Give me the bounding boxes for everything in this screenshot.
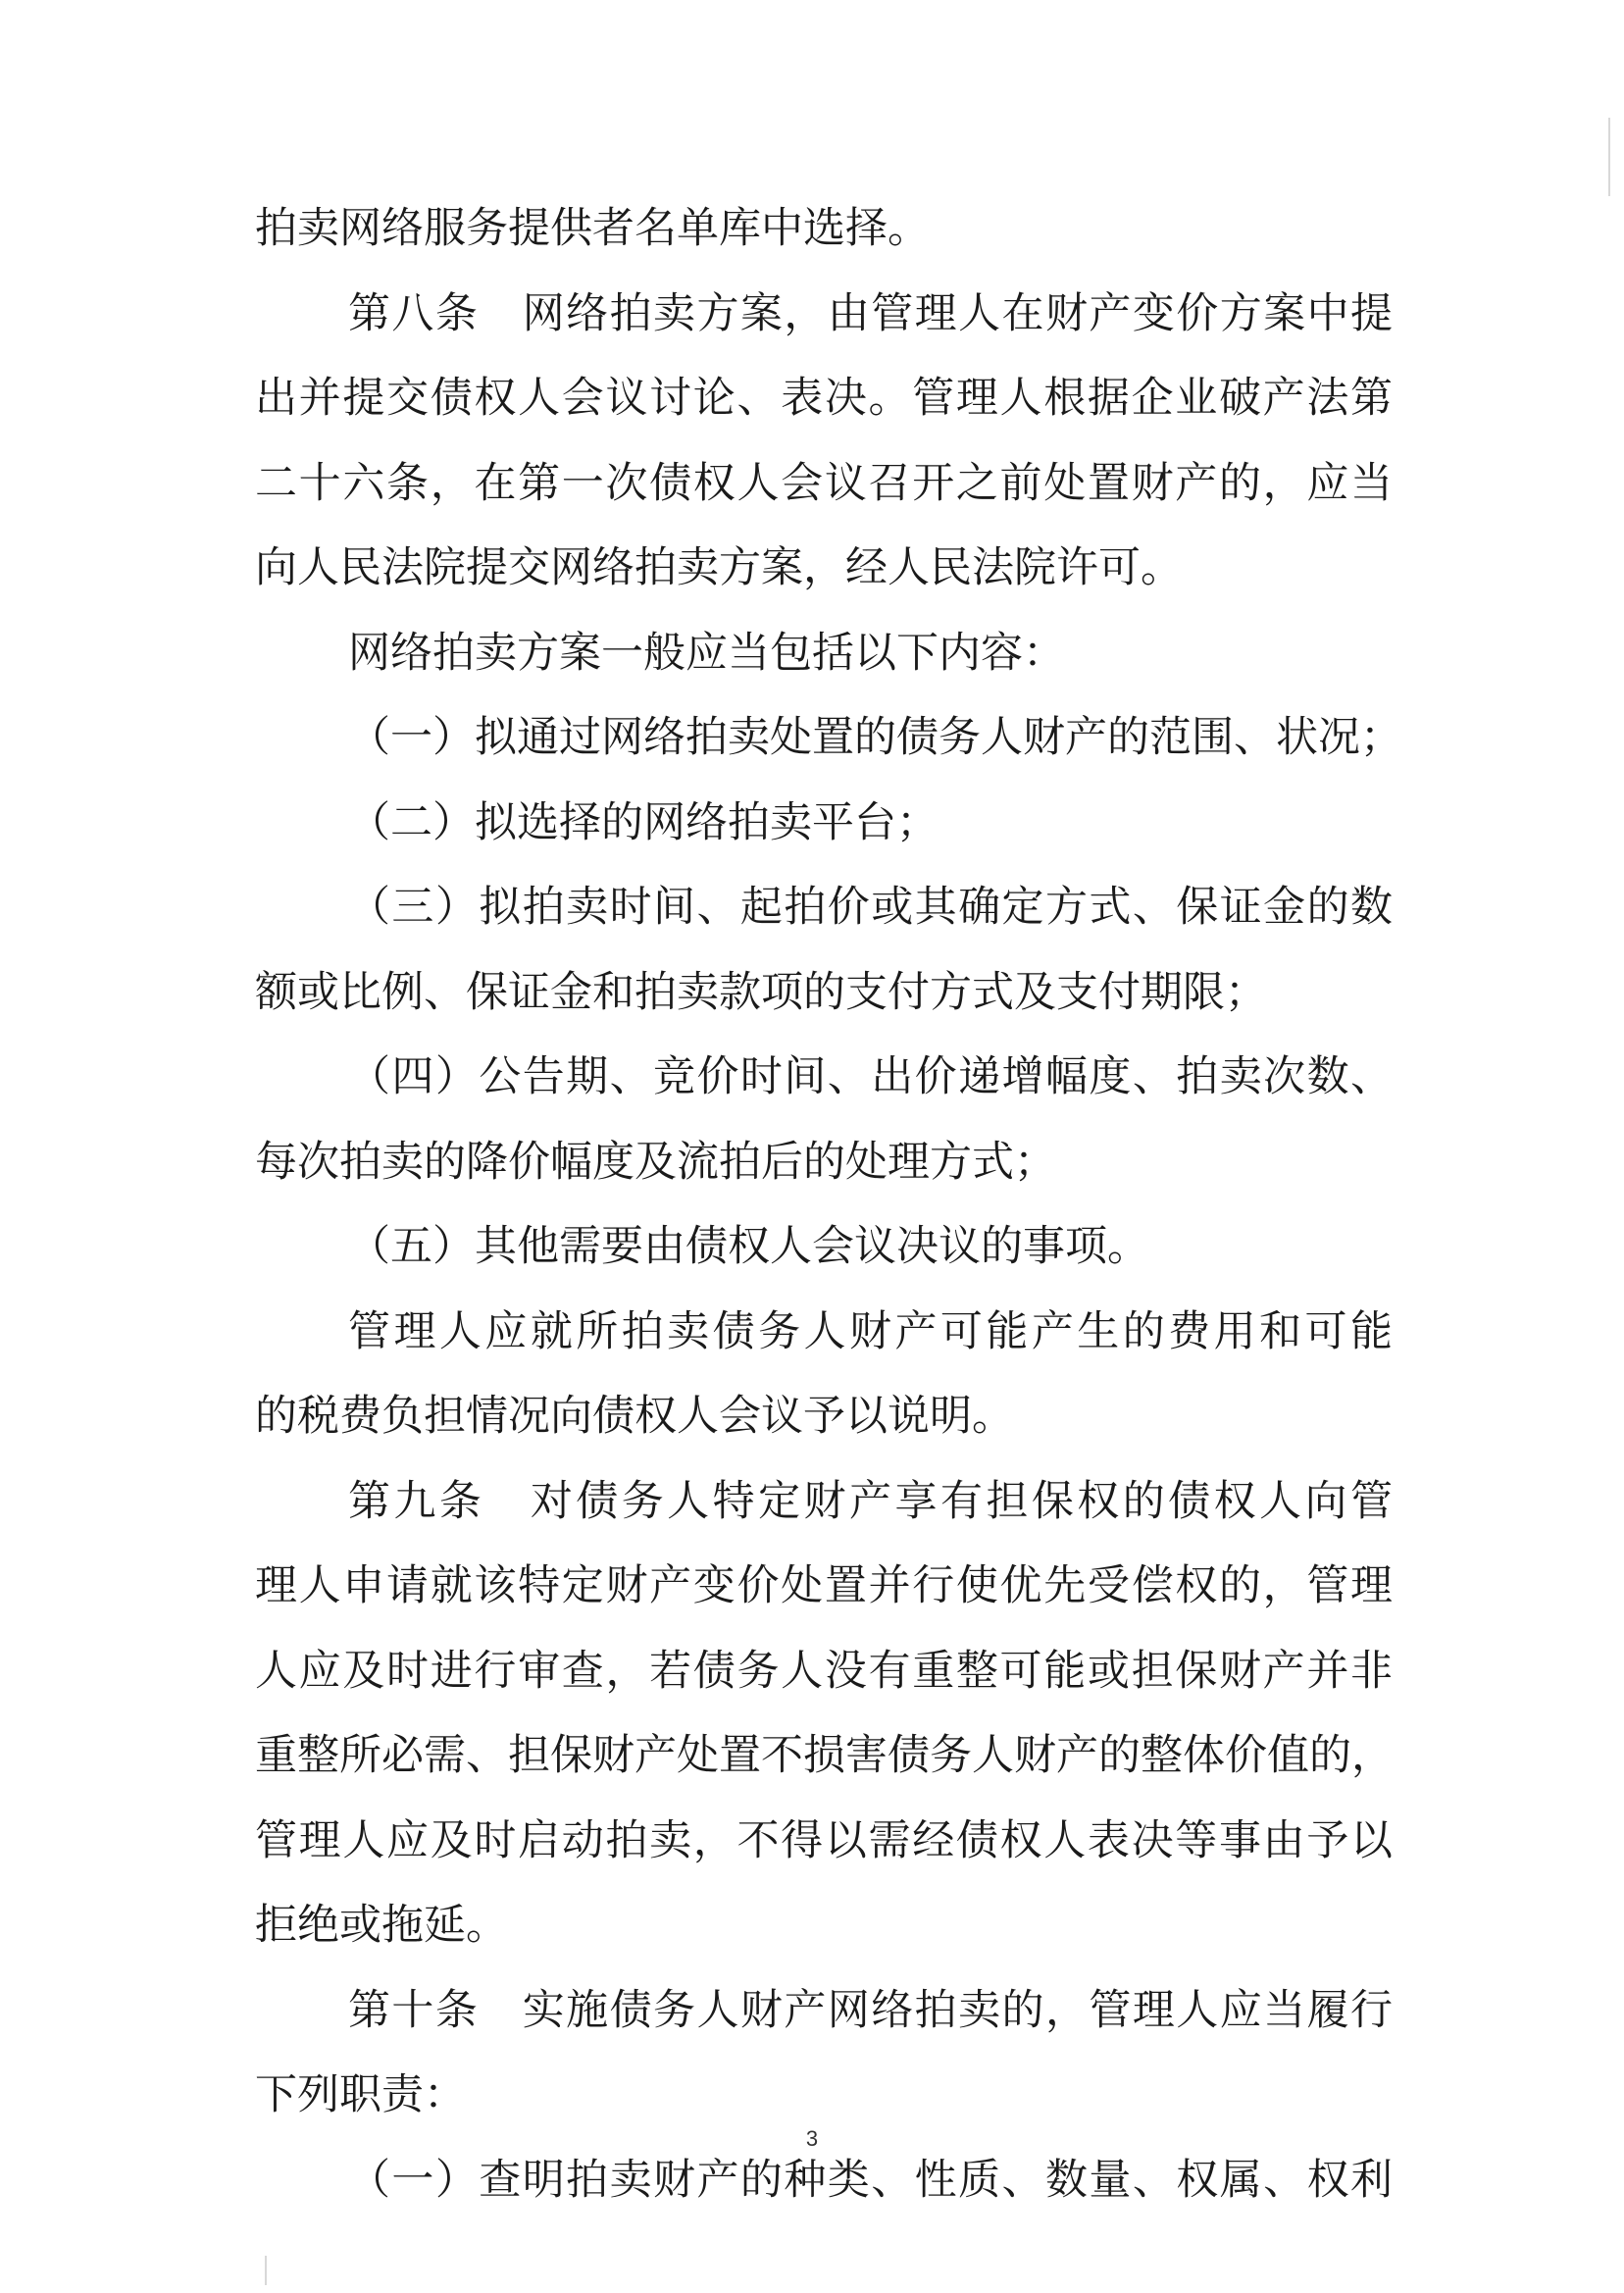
text-line: 第九条 对债务人特定财产享有担保权的债权人向管 — [348, 1476, 1393, 1526]
text-line: 人应及时进行审查，若债务人没有重整可能或担保财产并非 — [255, 1646, 1393, 1696]
text-line: （三）拟拍卖时间、起拍价或其确定方式、保证金的数 — [348, 883, 1393, 932]
text-line: （四）公告期、竞价时间、出价递增幅度、拍卖次数、 — [348, 1052, 1393, 1101]
text-line: （二）拟选择的网络拍卖平台； — [348, 797, 939, 847]
text-line: 管理人应就所拍卖债务人财产可能产生的费用和可能 — [348, 1306, 1393, 1356]
text-line: 的税费负担情况向债权人会议予以说明。 — [255, 1392, 1014, 1441]
text-line: 拒绝或拖延。 — [255, 1901, 508, 1950]
text-line: 每次拍卖的降价幅度及流拍后的处理方式； — [255, 1137, 1056, 1187]
text-line: 网络拍卖方案一般应当包括以下内容： — [348, 628, 1065, 678]
text-line: 第十条 实施债务人财产网络拍卖的，管理人应当履行 — [348, 1985, 1393, 2035]
text-line: 拍卖网络服务提供者名单库中选择。 — [255, 204, 930, 253]
scan-edge-mark — [1608, 118, 1610, 196]
text-line: 额或比例、保证金和拍卖款项的支付方式及支付期限； — [255, 967, 1267, 1017]
scan-edge-mark — [265, 2256, 267, 2285]
text-line: 理人申请就该特定财产变价处置并行使优先受偿权的，管理 — [255, 1561, 1393, 1610]
text-line: （一）查明拍卖财产的种类、性质、数量、权属、权利 — [348, 2155, 1393, 2205]
text-line: 第八条 网络拍卖方案，由管理人在财产变价方案中提 — [348, 288, 1393, 338]
text-line: 向人民法院提交网络拍卖方案，经人民法院许可。 — [255, 543, 1183, 592]
text-line: 二十六条，在第一次债权人会议召开之前处置财产的，应当 — [255, 458, 1393, 508]
text-line: 下列职责： — [255, 2070, 466, 2119]
text-line: （一）拟通过网络拍卖处置的债务人财产的范围、状况； — [348, 713, 1402, 762]
text-line: 重整所必需、担保财产处置不损害债务人财产的整体价值的， — [255, 1731, 1394, 1780]
text-line: 管理人应及时启动拍卖，不得以需经债权人表决等事由予以 — [255, 1815, 1393, 1865]
text-line: （五）其他需要由债权人会议决议的事项。 — [348, 1222, 1149, 1271]
page-number: 3 — [805, 2126, 819, 2151]
text-line: 出并提交债权人会议讨论、表决。管理人根据企业破产法第 — [255, 374, 1393, 423]
body-text — [255, 186, 1402, 2222]
